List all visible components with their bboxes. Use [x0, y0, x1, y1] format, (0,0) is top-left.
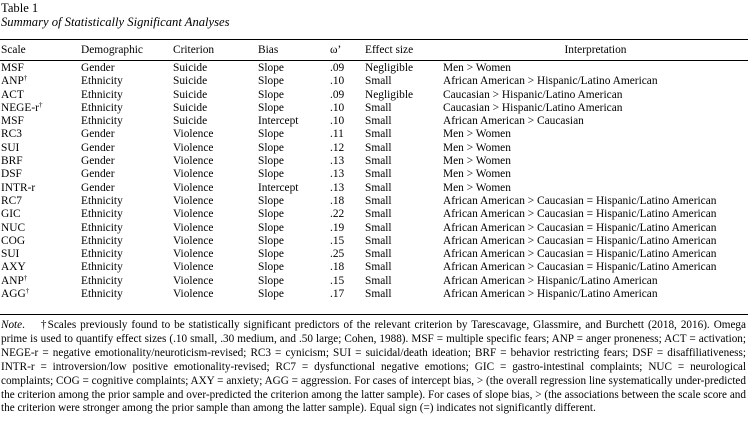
cell-effect-size: Small — [365, 261, 392, 274]
top-rule — [0, 39, 748, 40]
cell-demographic: Ethnicity — [81, 288, 123, 301]
scale-name: RC3 — [1, 128, 22, 141]
cell-criterion: Suicide — [173, 88, 208, 101]
header-criterion: Criterion — [173, 44, 215, 57]
header-scale: Scale — [1, 44, 26, 57]
header-interpretation: Interpretation — [564, 44, 627, 57]
dagger-mark: † — [23, 274, 28, 282]
table-row — [0, 208, 748, 221]
cell-effect-size: Small — [365, 141, 392, 154]
cell-effect-size: Small — [365, 194, 392, 207]
note-text: †Scales previously found to be statistically significant predictors of the relevant criterion by Tarescavage, Glassmire, and Burchett (2018, 2016). Omega prime is used to quantify effect sizes (.10 small, .30 medium, and .50 large; Cohen, 1988). MSF = multiple specific fears; ANP = anger proneness; ACT = activation; NEGE-r = negative emotionality/neuroticism-revised; RC3 = cynicism; SUI = suicidal/death ideation; BRF = behavior restricting fears; DSF = disaffiliativeness; INTR-r = introversion/low positive emotionality-revised; RC7 = dysfunctional negative emotions; GIC = gastro-intestinal complaints; NUC = neurological complaints; COG = cognitive complaints; AXY = anxiety; AGG = aggression. For cases of intercept bias, > (the overall regression line systematically under-predicted the criterion among the prior sample and over-predicted the criterion among the latter sample). For cases of slope bias, > (the associations between the scale score and the criterion were stronger among the prior sample than among the latter sample). Equal sign (=) indicates not significantly different. — [1, 319, 746, 415]
scale-name: ANP — [1, 274, 24, 287]
cell-demographic: Ethnicity — [81, 88, 123, 101]
cell-demographic: Ethnicity — [81, 208, 123, 221]
cell-effect-size: Small — [365, 234, 392, 247]
scale-name: MSF — [1, 62, 24, 74]
table-row — [0, 102, 748, 115]
cell-demographic: Ethnicity — [81, 75, 123, 88]
cell-effect-size: Small — [365, 221, 392, 234]
cell-effect-size: Negligible — [365, 62, 414, 74]
cell-bias: Slope — [258, 168, 284, 181]
cell-scale — [0, 60, 68, 75]
cell-bias: Slope — [258, 141, 284, 154]
cell-scale — [0, 261, 68, 274]
scale-name: DSF — [1, 168, 22, 181]
cell-bias: Slope — [258, 62, 284, 74]
cell-omega: .10 — [330, 115, 345, 128]
cell-omega: .11 — [330, 128, 344, 141]
cell-scale — [0, 155, 68, 168]
cell-interpretation: African American > Caucasian = Hispanic/Latino American — [443, 234, 717, 247]
cell-bias: Intercept — [258, 181, 299, 194]
cell-effect-size: Small — [365, 75, 392, 88]
cell-omega: .13 — [330, 155, 345, 168]
cell-interpretation: Men > Women — [443, 62, 511, 74]
table-row — [0, 288, 748, 301]
cell-bias: Intercept — [258, 115, 299, 128]
cell-omega: .18 — [330, 261, 345, 274]
cell-effect-size: Small — [365, 101, 392, 114]
cell-bias: Slope — [258, 155, 284, 168]
cell-scale — [0, 142, 68, 155]
cell-demographic: Ethnicity — [81, 274, 123, 287]
scale-name: RC7 — [1, 194, 22, 207]
cell-interpretation: African American > Caucasian = Hispanic/Latino American — [443, 208, 717, 221]
table-row — [0, 75, 748, 88]
cell-interpretation: Men > Women — [443, 128, 511, 141]
cell-omega: .15 — [330, 274, 345, 287]
scale-name: SUI — [1, 248, 20, 261]
cell-interpretation: Caucasian > Hispanic/Latino American — [443, 88, 623, 101]
cell-omega: .19 — [330, 221, 345, 234]
cell-bias: Slope — [258, 288, 284, 301]
cell-demographic: Ethnicity — [81, 221, 123, 234]
bottom-rule — [0, 314, 748, 315]
cell-effect-size: Small — [365, 115, 392, 128]
cell-effect-size: Small — [365, 128, 392, 141]
cell-demographic: Gender — [81, 168, 115, 181]
cell-criterion: Violence — [173, 274, 214, 287]
cell-criterion: Suicide — [173, 101, 208, 114]
cell-scale — [0, 168, 68, 181]
table-row — [0, 115, 748, 128]
cell-demographic: Gender — [81, 128, 115, 141]
dagger-mark: † — [23, 75, 28, 83]
cell-demographic: Gender — [81, 181, 115, 194]
cell-omega: .10 — [330, 101, 345, 114]
cell-effect-size: Small — [365, 208, 392, 221]
cell-interpretation: African American > Caucasian = Hispanic/Latino American — [443, 261, 717, 274]
note-label: Note — [1, 319, 23, 331]
cell-omega: .22 — [330, 208, 345, 221]
cell-bias: Slope — [258, 234, 284, 247]
cell-omega: .12 — [330, 141, 345, 154]
table-row — [0, 195, 748, 208]
table-row — [0, 248, 748, 261]
cell-scale — [0, 182, 68, 195]
table-row — [0, 155, 748, 168]
significant-analyses-table — [0, 42, 748, 301]
cell-effect-size: Negligible — [365, 88, 414, 101]
dagger-mark: † — [25, 288, 30, 296]
cell-demographic: Gender — [81, 141, 115, 154]
cell-omega: .17 — [330, 288, 345, 301]
scale-name: ACT — [1, 88, 24, 101]
table-row — [0, 142, 748, 155]
cell-interpretation: Men > Women — [443, 141, 511, 154]
header-omega: ω’ — [330, 44, 342, 57]
table-row — [0, 275, 748, 288]
cell-criterion: Violence — [173, 234, 214, 247]
dagger-mark: † — [38, 101, 43, 109]
cell-bias: Slope — [258, 248, 284, 261]
cell-demographic: Ethnicity — [81, 115, 123, 128]
cell-bias: Slope — [258, 75, 284, 88]
cell-criterion: Violence — [173, 181, 214, 194]
cell-demographic: Gender — [81, 62, 115, 74]
table-row — [0, 89, 748, 102]
header-demographic: Demographic — [81, 44, 143, 57]
cell-demographic: Ethnicity — [81, 101, 123, 114]
cell-scale — [0, 235, 68, 248]
scale-name: BRF — [1, 155, 23, 168]
cell-effect-size: Small — [365, 155, 392, 168]
cell-bias: Slope — [258, 194, 284, 207]
table-row — [0, 182, 748, 195]
cell-bias: Slope — [258, 88, 284, 101]
table-note — [1, 319, 746, 416]
cell-effect-size: Small — [365, 288, 392, 301]
scale-name: AXY — [1, 261, 26, 274]
scale-name: MSF — [1, 115, 24, 128]
table-row — [0, 128, 748, 141]
table-row — [0, 222, 748, 235]
scale-name: GIC — [1, 208, 21, 221]
cell-omega: .13 — [330, 168, 345, 181]
header-effect-size: Effect size — [365, 44, 414, 57]
scale-name: AGG — [1, 288, 26, 301]
cell-interpretation: Men > Women — [443, 155, 511, 168]
cell-scale — [0, 102, 68, 115]
cell-interpretation: African American > Caucasian = Hispanic/Latino American — [443, 248, 717, 261]
cell-bias: Slope — [258, 221, 284, 234]
cell-scale — [0, 288, 68, 301]
cell-omega: .25 — [330, 248, 345, 261]
cell-interpretation: African American > Caucasian = Hispanic/Latino American — [443, 194, 717, 207]
table-row — [0, 168, 748, 181]
cell-effect-size: Small — [365, 168, 392, 181]
cell-omega: .09 — [330, 88, 345, 101]
scale-name: SUI — [1, 141, 20, 154]
cell-bias: Slope — [258, 101, 284, 114]
cell-omega: .09 — [330, 62, 345, 74]
cell-criterion: Violence — [173, 141, 214, 154]
cell-bias: Slope — [258, 128, 284, 141]
cell-criterion: Violence — [173, 221, 214, 234]
table-row — [0, 261, 748, 274]
cell-criterion: Violence — [173, 261, 214, 274]
table-number: Table 1 — [1, 1, 39, 15]
cell-demographic: Ethnicity — [81, 194, 123, 207]
cell-effect-size: Small — [365, 248, 392, 261]
cell-criterion: Violence — [173, 155, 214, 168]
cell-demographic: Ethnicity — [81, 234, 123, 247]
cell-criterion: Suicide — [173, 75, 208, 88]
scale-name: INTR-r — [1, 181, 36, 194]
cell-omega: .13 — [330, 181, 345, 194]
cell-scale — [0, 128, 68, 141]
scale-name: ANP — [1, 75, 24, 88]
cell-interpretation: African American > Caucasian — [443, 115, 584, 128]
cell-interpretation: Men > Women — [443, 168, 511, 181]
note-period: . — [22, 319, 25, 331]
cell-effect-size: Small — [365, 274, 392, 287]
cell-interpretation: African American > Caucasian = Hispanic/Latino American — [443, 221, 717, 234]
cell-scale — [0, 195, 68, 208]
cell-interpretation: African American > Hispanic/Latino American — [443, 288, 658, 301]
cell-interpretation: Caucasian > Hispanic/Latino American — [443, 101, 623, 114]
cell-scale — [0, 275, 68, 288]
header-row — [0, 42, 748, 60]
table-row — [0, 60, 748, 75]
scale-name: NEGE-r — [1, 101, 39, 114]
cell-interpretation: African American > Hispanic/Latino American — [443, 274, 658, 287]
cell-bias: Slope — [258, 208, 284, 221]
cell-scale — [0, 222, 68, 235]
cell-criterion: Suicide — [173, 115, 208, 128]
cell-scale — [0, 115, 68, 128]
table-title: Summary of Statistically Significant Analyses — [1, 15, 230, 29]
cell-criterion: Violence — [173, 128, 214, 141]
cell-interpretation: African American > Hispanic/Latino American — [443, 75, 658, 88]
cell-criterion: Violence — [173, 288, 214, 301]
cell-demographic: Gender — [81, 155, 115, 168]
cell-effect-size: Small — [365, 181, 392, 194]
cell-interpretation: Men > Women — [443, 181, 511, 194]
cell-bias: Slope — [258, 274, 284, 287]
cell-demographic: Ethnicity — [81, 248, 123, 261]
cell-scale — [0, 89, 68, 102]
header-bias: Bias — [258, 44, 279, 57]
cell-omega: .10 — [330, 75, 345, 88]
cell-omega: .18 — [330, 194, 345, 207]
cell-demographic: Ethnicity — [81, 261, 123, 274]
cell-scale — [0, 208, 68, 221]
cell-scale — [0, 75, 68, 88]
cell-criterion: Violence — [173, 208, 214, 221]
cell-omega: .15 — [330, 234, 345, 247]
table-body — [0, 60, 748, 301]
scale-name: NUC — [1, 221, 26, 234]
cell-criterion: Violence — [173, 194, 214, 207]
cell-scale — [0, 248, 68, 261]
scale-name: COG — [1, 234, 26, 247]
cell-criterion: Violence — [173, 248, 214, 261]
cell-criterion: Suicide — [173, 62, 208, 74]
cell-criterion: Violence — [173, 168, 214, 181]
cell-bias: Slope — [258, 261, 284, 274]
table-row — [0, 235, 748, 248]
